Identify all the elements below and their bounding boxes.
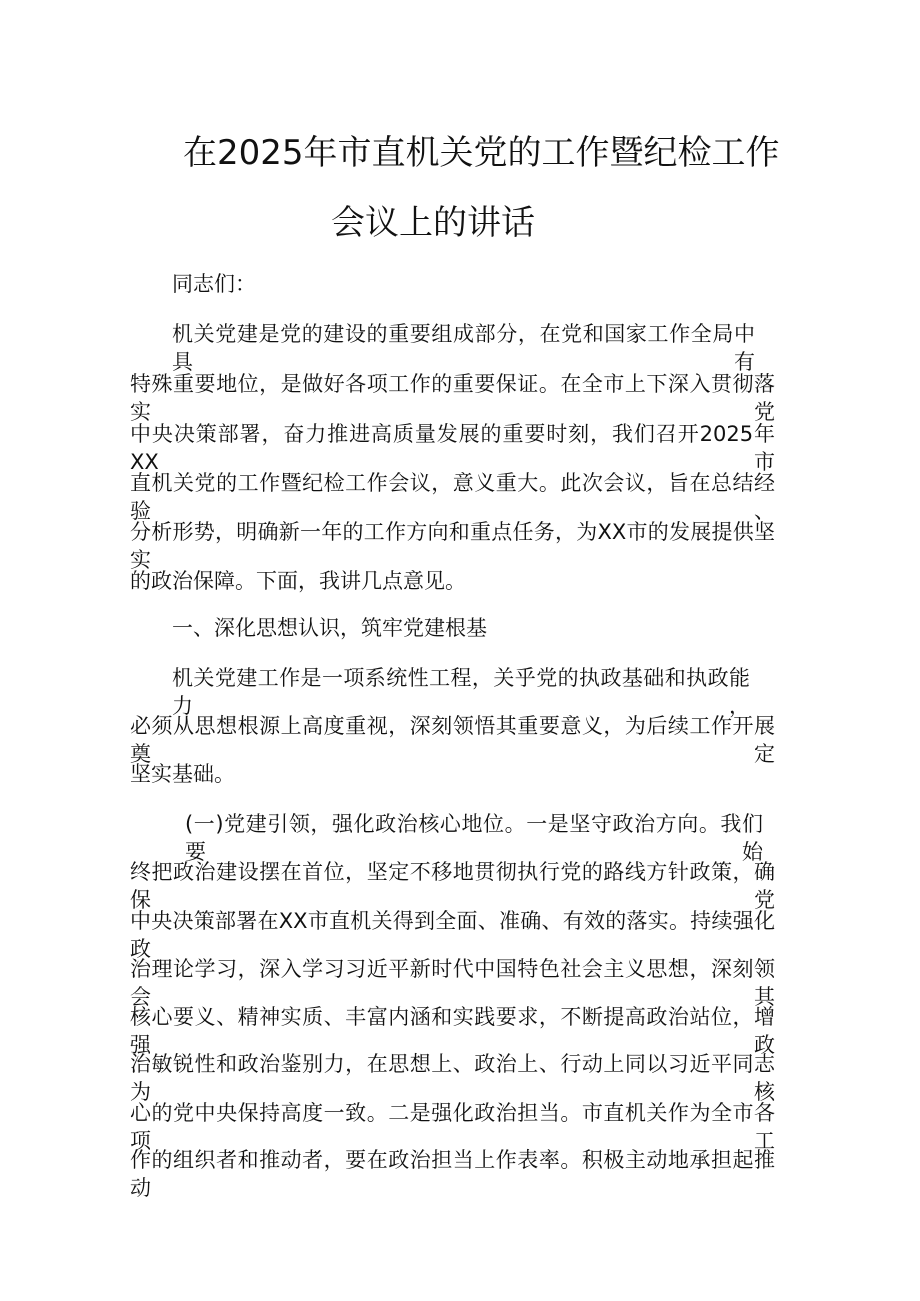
paragraph-1-line: 机关党建是党的建设的重要组成部分，在党和国家工作全局中具有 bbox=[172, 322, 755, 374]
paragraph-3-line: 治敏锐性和政治鉴别力，在思想上、政治上、行动上同以习近平同志为核 bbox=[130, 1052, 775, 1104]
paragraph-2-line: 机关党建工作是一项系统性工程，关乎党的执政基础和执政能力， bbox=[172, 666, 750, 718]
paragraph-1-line: 中央决策部署，奋力推进高质量发展的重要时刻，我们召开2025年XX市 bbox=[130, 422, 775, 474]
paragraph-2-line: 坚实基础。 bbox=[130, 762, 235, 786]
document-title-line-1: 在2025年市直机关党的工作暨纪检工作 bbox=[183, 133, 780, 173]
paragraph-3-line: 核心要义、精神实质、丰富内涵和实践要求，不断提高政治站位，增强政 bbox=[130, 1005, 775, 1057]
paragraph-3-line: 作的组织者和推动者，要在政治担当上作表率。积极主动地承担起推动 bbox=[130, 1148, 775, 1200]
paragraph-3-line: (一)党建引领，强化政治核心地位。一是坚守政治方向。我们要始 bbox=[185, 812, 763, 864]
paragraph-1-line: 直机关党的工作暨纪检工作会议，意义重大。此次会议，旨在总结经验、 bbox=[130, 471, 775, 523]
paragraph-1-line: 分析形势，明确新一年的工作方向和重点任务，为XX市的发展提供坚实 bbox=[130, 520, 775, 572]
paragraph-3-line: 中央决策部署在XX市直机关得到全面、准确、有效的落实。持续强化政 bbox=[130, 909, 775, 961]
paragraph-3-line: 终把政治建设摆在首位，坚定不移地贯彻执行党的路线方针政策，确保党 bbox=[130, 860, 775, 912]
salutation: 同志们： bbox=[172, 272, 256, 296]
document-title-line-2: 会议上的讲话 bbox=[331, 203, 535, 243]
paragraph-1-line: 特殊重要地位，是做好各项工作的重要保证。在全市上下深入贯彻落实党 bbox=[130, 372, 775, 424]
paragraph-3-line: 心的党中央保持高度一致。二是强化政治担当。市直机关作为全市各项工 bbox=[130, 1101, 775, 1153]
section-heading-1: 一、深化思想认识，筑牢党建根基 bbox=[172, 616, 487, 640]
paragraph-2-line: 必须从思想根源上高度重视，深刻领悟其重要意义，为后续工作开展奠定 bbox=[130, 714, 775, 766]
paragraph-3-line: 治理论学习，深入学习习近平新时代中国特色社会主义思想，深刻领会其 bbox=[130, 957, 775, 1009]
paragraph-1-line: 的政治保障。下面，我讲几点意见。 bbox=[130, 569, 466, 593]
